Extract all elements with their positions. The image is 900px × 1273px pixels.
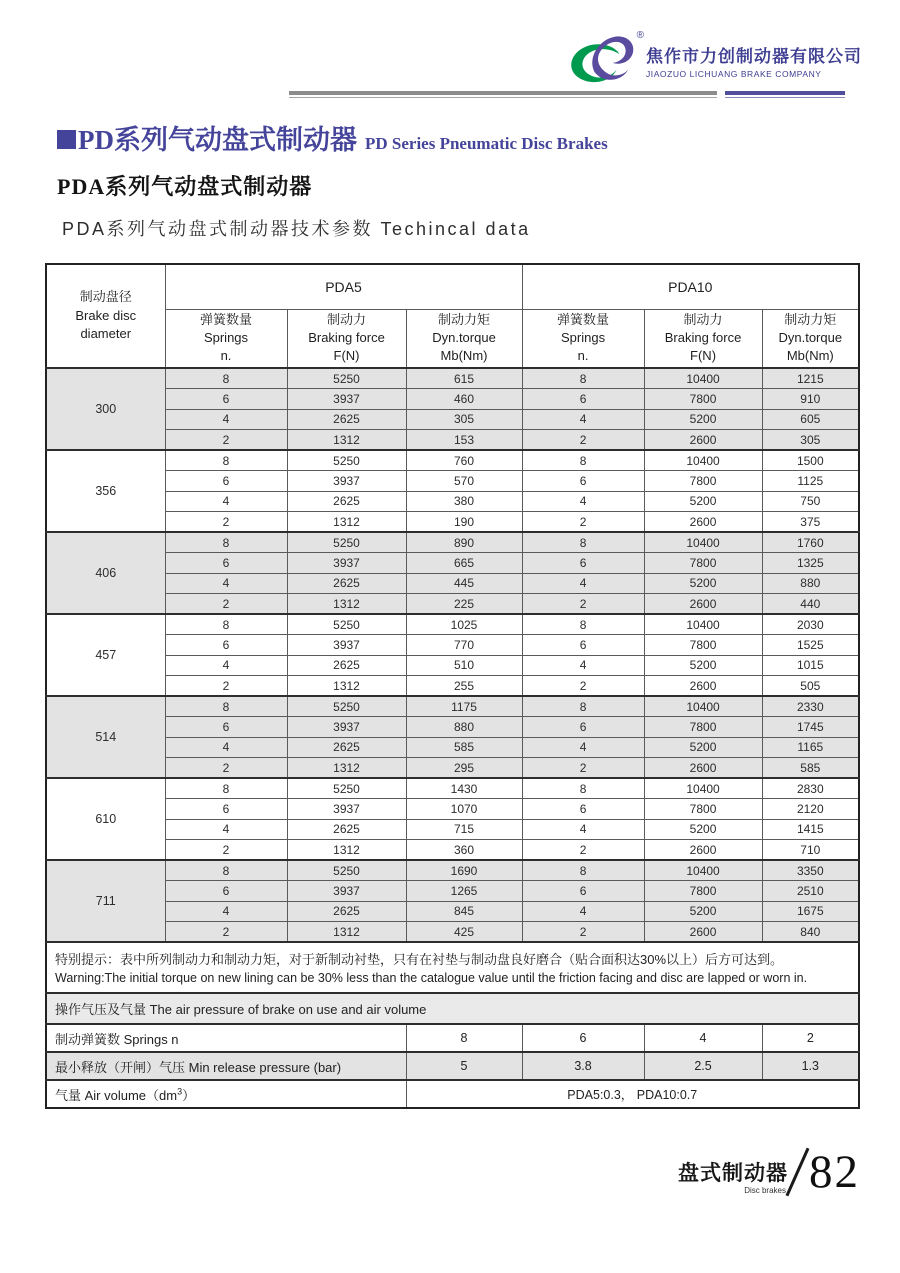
data-cell: 7800 (644, 471, 762, 492)
data-cell: 1312 (287, 758, 406, 779)
springs-count-value: 2 (762, 1024, 859, 1052)
data-cell: 7800 (644, 881, 762, 902)
data-cell: 605 (762, 409, 859, 430)
data-cell: 6 (165, 799, 287, 820)
data-cell: 2625 (287, 491, 406, 512)
data-cell: 4 (165, 655, 287, 676)
data-cell: 2625 (287, 409, 406, 430)
data-cell: 5250 (287, 614, 406, 635)
data-cell: 1415 (762, 819, 859, 840)
data-cell: 2625 (287, 573, 406, 594)
data-cell: 1015 (762, 655, 859, 676)
data-cell: 770 (406, 635, 522, 656)
data-cell: 360 (406, 840, 522, 861)
data-cell: 8 (165, 368, 287, 389)
data-cell: 4 (165, 737, 287, 758)
data-cell: 615 (406, 368, 522, 389)
data-cell: 2 (165, 430, 287, 451)
data-cell: 1215 (762, 368, 859, 389)
brake-disc-diameter-cell: 610 (46, 778, 165, 860)
table-row (46, 655, 859, 676)
data-cell: 4 (165, 491, 287, 512)
data-cell: 10400 (644, 778, 762, 799)
data-cell: 7800 (644, 553, 762, 574)
data-cell: 1025 (406, 614, 522, 635)
min-release-pressure-row (46, 1052, 859, 1080)
data-cell: 2 (522, 512, 644, 533)
data-cell: 2600 (644, 840, 762, 861)
data-cell: 5250 (287, 368, 406, 389)
data-cell: 8 (522, 368, 644, 389)
data-cell: 750 (762, 491, 859, 512)
data-cell: 4 (165, 901, 287, 922)
min-release-pressure-value: 2.5 (644, 1052, 762, 1080)
data-cell: 8 (522, 860, 644, 881)
data-cell: 5200 (644, 819, 762, 840)
data-cell: 8 (522, 450, 644, 471)
data-cell: 5200 (644, 409, 762, 430)
data-cell: 3937 (287, 799, 406, 820)
table-row (46, 819, 859, 840)
data-cell: 760 (406, 450, 522, 471)
data-cell: 2 (165, 922, 287, 943)
divider-slash (786, 1148, 810, 1197)
data-cell: 6 (165, 471, 287, 492)
data-cell: 5250 (287, 860, 406, 881)
data-cell: 6 (522, 553, 644, 574)
table-header-row-2 (46, 309, 859, 368)
data-cell: 910 (762, 389, 859, 410)
min-release-pressure-value: 3.8 (522, 1052, 644, 1080)
data-cell: 6 (522, 799, 644, 820)
data-cell: 295 (406, 758, 522, 779)
data-cell: 10400 (644, 368, 762, 389)
data-cell: 8 (165, 778, 287, 799)
data-cell: 3937 (287, 389, 406, 410)
square-bullet-icon (57, 130, 76, 149)
data-cell: 3350 (762, 860, 859, 881)
group-header-pda10: PDA10 (522, 264, 859, 309)
column-header-springs-pda5: 弹簧数量 Springs n. (165, 309, 287, 368)
data-cell: 7800 (644, 799, 762, 820)
data-cell: 2625 (287, 655, 406, 676)
data-cell: 4 (522, 901, 644, 922)
table-row (46, 717, 859, 738)
data-cell: 1325 (762, 553, 859, 574)
brake-disc-diameter-cell: 457 (46, 614, 165, 696)
springs-count-row (46, 1024, 859, 1052)
data-cell: 255 (406, 676, 522, 697)
data-cell: 1675 (762, 901, 859, 922)
data-cell: 425 (406, 922, 522, 943)
table-row (46, 471, 859, 492)
table-row (46, 778, 859, 799)
data-cell: 6 (165, 553, 287, 574)
data-cell: 10400 (644, 450, 762, 471)
table-row (46, 594, 859, 615)
column-header-braking-force-pda5: 制动力 Braking force F(N) (287, 309, 406, 368)
data-cell: 2600 (644, 676, 762, 697)
data-cell: 190 (406, 512, 522, 533)
table-row (46, 635, 859, 656)
table-row (46, 573, 859, 594)
table-row (46, 737, 859, 758)
table-row (46, 389, 859, 410)
data-cell: 460 (406, 389, 522, 410)
table-row (46, 860, 859, 881)
data-cell: 8 (522, 532, 644, 553)
column-header-springs-pda10: 弹簧数量 Springs n. (522, 309, 644, 368)
data-cell: 2 (165, 512, 287, 533)
data-cell: 1265 (406, 881, 522, 902)
data-cell: 2 (522, 840, 644, 861)
brake-disc-diameter-cell: 406 (46, 532, 165, 614)
footer-title-en: Disc brakes (744, 1186, 786, 1195)
diameter-header-en: Brake disc diameter (75, 307, 137, 342)
data-cell: 2 (165, 594, 287, 615)
data-cell: 6 (522, 881, 644, 902)
data-cell: 8 (165, 696, 287, 717)
air-volume-row (46, 1080, 859, 1108)
data-cell: 5250 (287, 450, 406, 471)
data-cell: 5200 (644, 491, 762, 512)
data-cell: 305 (406, 409, 522, 430)
data-cell: 715 (406, 819, 522, 840)
springs-count-value: 4 (644, 1024, 762, 1052)
data-cell: 2600 (644, 594, 762, 615)
company-name-en: JIAOZUO LICHUANG BRAKE COMPANY (646, 69, 822, 79)
data-cell: 225 (406, 594, 522, 615)
air-volume-value: PDA5:0.3， PDA10:0.7 (406, 1080, 859, 1108)
data-cell: 880 (406, 717, 522, 738)
data-cell: 2600 (644, 430, 762, 451)
data-cell: 2 (522, 430, 644, 451)
data-cell: 4 (522, 737, 644, 758)
data-cell: 6 (522, 717, 644, 738)
data-cell: 380 (406, 491, 522, 512)
data-cell: 2 (522, 922, 644, 943)
data-cell: 2830 (762, 778, 859, 799)
registered-trademark-icon: ® (636, 30, 644, 41)
series-subtitle: PDA系列气动盘式制动器 (57, 174, 313, 199)
data-cell: 3937 (287, 717, 406, 738)
data-cell: 440 (762, 594, 859, 615)
data-cell: 2600 (644, 922, 762, 943)
data-cell: 1312 (287, 430, 406, 451)
springs-count-value: 8 (406, 1024, 522, 1052)
data-cell: 1760 (762, 532, 859, 553)
divider-purple-segment (725, 91, 845, 98)
data-cell: 4 (522, 573, 644, 594)
technical-data-table (45, 263, 860, 1109)
table-row (46, 532, 859, 553)
table-row (46, 696, 859, 717)
data-cell: 8 (165, 532, 287, 553)
data-cell: 1165 (762, 737, 859, 758)
data-cell: 710 (762, 840, 859, 861)
data-cell: 1312 (287, 594, 406, 615)
data-cell: 6 (165, 635, 287, 656)
divider-gray-segment (289, 91, 717, 98)
data-cell: 2625 (287, 901, 406, 922)
data-cell: 1312 (287, 840, 406, 861)
brake-disc-diameter-cell: 356 (46, 450, 165, 532)
data-cell: 1500 (762, 450, 859, 471)
brake-disc-diameter-cell: 711 (46, 860, 165, 942)
pressure-section-header-row (46, 993, 859, 1024)
data-cell: 840 (762, 922, 859, 943)
data-cell: 3937 (287, 553, 406, 574)
data-cell: 2510 (762, 881, 859, 902)
data-cell: 5200 (644, 655, 762, 676)
table-row (46, 409, 859, 430)
table-row (46, 614, 859, 635)
springs-count-value: 6 (522, 1024, 644, 1052)
data-cell: 6 (165, 881, 287, 902)
data-cell: 505 (762, 676, 859, 697)
data-cell: 3937 (287, 635, 406, 656)
data-cell: 2330 (762, 696, 859, 717)
data-cell: 4 (165, 573, 287, 594)
data-cell: 8 (165, 450, 287, 471)
data-cell: 5200 (644, 901, 762, 922)
data-cell: 5250 (287, 778, 406, 799)
company-logo-icon (563, 28, 643, 90)
table-row (46, 512, 859, 533)
data-cell: 7800 (644, 389, 762, 410)
data-cell: 8 (522, 696, 644, 717)
data-cell: 1525 (762, 635, 859, 656)
data-cell: 1745 (762, 717, 859, 738)
min-release-pressure-value: 5 (406, 1052, 522, 1080)
data-cell: 8 (522, 614, 644, 635)
data-cell: 10400 (644, 696, 762, 717)
group-header-pda5: PDA5 (165, 264, 522, 309)
data-cell: 570 (406, 471, 522, 492)
diameter-header-cn: 制动盘径 (79, 288, 132, 304)
company-name-cn: 焦作市力创制动器有限公司 (646, 47, 862, 66)
data-cell: 7800 (644, 635, 762, 656)
page-number: 82 (809, 1145, 860, 1198)
data-cell: 4 (522, 819, 644, 840)
data-cell: 3937 (287, 881, 406, 902)
data-cell: 2 (165, 758, 287, 779)
data-cell: 1070 (406, 799, 522, 820)
data-cell: 6 (522, 635, 644, 656)
page-title-en: PD Series Pneumatic Disc Brakes (365, 134, 608, 153)
table-row (46, 368, 859, 389)
column-header-dyn-torque-pda10: 制动力矩 Dyn.torque Mb(Nm) (762, 309, 859, 368)
data-cell: 585 (406, 737, 522, 758)
column-header-diameter (46, 264, 165, 368)
data-cell: 10400 (644, 532, 762, 553)
page-title-cn: PD系列气动盘式制动器 (78, 125, 357, 155)
data-cell: 6 (522, 389, 644, 410)
table-header-row-1 (46, 264, 859, 309)
air-volume-label: 气量 Air $volume(dm^3)$ (46, 1080, 406, 1108)
data-cell: 153 (406, 430, 522, 451)
data-cell: 1125 (762, 471, 859, 492)
table-row (46, 450, 859, 471)
data-cell: 2 (165, 676, 287, 697)
data-cell: 1690 (406, 860, 522, 881)
table-row (46, 840, 859, 861)
data-cell: 445 (406, 573, 522, 594)
data-cell: 8 (165, 614, 287, 635)
data-cell: 8 (522, 778, 644, 799)
data-cell: 1312 (287, 512, 406, 533)
data-cell: 2600 (644, 758, 762, 779)
note-text-en: Warning:The initial torque on new lining can be 30% less than the catalogue value until the friction facing and disc are lapped or worn in. (55, 971, 808, 985)
data-cell: 1312 (287, 922, 406, 943)
pressure-section-title: 操作气压及气量 The air pressure of brake on use and air volume (46, 993, 859, 1024)
data-cell: 2600 (644, 512, 762, 533)
table-row (46, 430, 859, 451)
data-cell: 5250 (287, 696, 406, 717)
data-cell: 5200 (644, 573, 762, 594)
data-cell: 2625 (287, 819, 406, 840)
data-cell: 2 (522, 594, 644, 615)
data-cell: 4 (165, 409, 287, 430)
table-row (46, 758, 859, 779)
data-cell: 4 (522, 491, 644, 512)
table-caption: PDA系列气动盘式制动器技术参数 Techincal data (62, 219, 531, 239)
data-cell: 2030 (762, 614, 859, 635)
data-cell: 2120 (762, 799, 859, 820)
table-row (46, 676, 859, 697)
table-row (46, 553, 859, 574)
brake-disc-diameter-cell: 300 (46, 368, 165, 450)
column-header-dyn-torque-pda5: 制动力矩 Dyn.torque Mb(Nm) (406, 309, 522, 368)
footer-title-cn: 盘式制动器 (678, 1162, 788, 1185)
data-cell: 845 (406, 901, 522, 922)
data-cell: 2 (522, 676, 644, 697)
data-cell: 2 (522, 758, 644, 779)
data-cell: 1312 (287, 676, 406, 697)
data-cell: 5200 (644, 737, 762, 758)
data-cell: 6 (522, 471, 644, 492)
data-cell: 1175 (406, 696, 522, 717)
data-cell: 2625 (287, 737, 406, 758)
data-cell: 3937 (287, 471, 406, 492)
data-cell: 890 (406, 532, 522, 553)
data-cell: 1430 (406, 778, 522, 799)
data-cell: 305 (762, 430, 859, 451)
header-divider-rule (289, 91, 845, 98)
data-cell: 10400 (644, 860, 762, 881)
page-header-brand (563, 28, 862, 90)
springs-count-label: 制动弹簧数 Springs n (46, 1024, 406, 1052)
data-cell: 375 (762, 512, 859, 533)
data-cell: 510 (406, 655, 522, 676)
data-cell: 4 (165, 819, 287, 840)
table-row (46, 491, 859, 512)
data-cell: 8 (165, 860, 287, 881)
special-note-row (46, 942, 859, 993)
table-row (46, 881, 859, 902)
page-title (57, 124, 608, 160)
data-cell: 2 (165, 840, 287, 861)
data-cell: 6 (165, 717, 287, 738)
note-text-cn: 特别提示：表中所列制动力和制动力矩，对于新制动衬垫，只有在衬垫与制动盘良好磨合（贴合面积达30%以上）后方可达到。 (55, 952, 784, 967)
data-cell: 665 (406, 553, 522, 574)
data-cell: 4 (522, 655, 644, 676)
data-cell: 6 (165, 389, 287, 410)
page-footer (678, 1146, 860, 1198)
data-cell: 585 (762, 758, 859, 779)
column-header-braking-force-pda10: 制动力 Braking force F(N) (644, 309, 762, 368)
table-row (46, 922, 859, 943)
table-row (46, 799, 859, 820)
data-cell: 10400 (644, 614, 762, 635)
min-release-pressure-value: 1.3 (762, 1052, 859, 1080)
data-cell: 880 (762, 573, 859, 594)
min-release-pressure-label: 最小释放（开闸）气压 Min release pressure (bar) (46, 1052, 406, 1080)
brake-disc-diameter-cell: 514 (46, 696, 165, 778)
data-cell: 5250 (287, 532, 406, 553)
data-cell: 7800 (644, 717, 762, 738)
table-row (46, 901, 859, 922)
data-cell: 4 (522, 409, 644, 430)
